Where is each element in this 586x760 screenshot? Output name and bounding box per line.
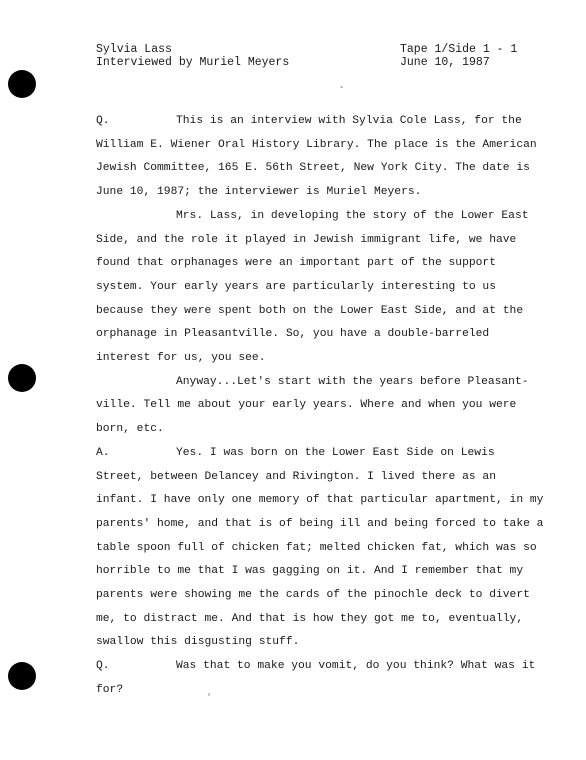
scan-speck [340, 86, 343, 88]
transcript-paragraph [96, 371, 546, 442]
punch-hole-middle [8, 364, 36, 392]
punch-hole-bottom [8, 662, 36, 690]
paragraph-text: Was that to make you vomit, do you think? What was it for? [96, 660, 536, 696]
speaker-marker: Q. [96, 115, 110, 127]
speaker-marker: A. [96, 446, 110, 459]
tape-side-page: Tape 1/Side 1 - 1 [400, 43, 518, 56]
speaker-marker: Q. [96, 660, 110, 673]
paragraph-text: This is an interview with Sylvia Cole Lass, for the William E. Wiener Oral History Library. The place is the American Jewish Committee, 165 E. 56th Street, New York City. The date is June 10, 1987; the interviewer is Muriel Meyers. [96, 115, 537, 199]
paragraph-text: Mrs. Lass, in developing the story of the Lower East Side, and the role it played in Jewish immigrant life, we have found that orphanages were an important part of the support system. Your early years are particularly interesting to us because they were spent both on the Lower East Side, and at the orphanage in Pleasantville. So, you have a double-barreled interest for us, you see. [96, 209, 529, 365]
transcript-paragraph [96, 655, 546, 702]
punch-hole-top [8, 70, 36, 98]
paragraph-text: Yes. I was born on the Lower East Side on Lewis Street, between Delancey and Rivington. I lived there as an infant. I have only one memory of that particular apartment, in my parents' home, and that is of being ill and being forced to take a table spoon full of chicken fat; melted chicken fat, which was so horrible to me that I was gagging on it. And I remember that my parents were showing me the cards of the pinochle deck to divert me, to distract me. And that is how they got me to, eventually, swallow this disgusting stuff. [96, 446, 544, 649]
interviewee-name: Sylvia Lass [96, 43, 172, 56]
interviewer-line: Interviewed by Muriel Meyers [96, 56, 290, 69]
interview-date: June 10, 1987 [400, 56, 490, 69]
transcript-paragraph [96, 205, 546, 371]
header-tape-info [400, 43, 517, 69]
paragraph-text: Anyway...Let's start with the years before Pleasant-ville. Tell me about your early years. Where and when you were born, etc. [96, 375, 529, 436]
transcript-paragraph [96, 110, 546, 205]
transcript-body [96, 110, 546, 703]
header-interviewee [96, 43, 289, 69]
transcript-paragraph [96, 442, 546, 655]
